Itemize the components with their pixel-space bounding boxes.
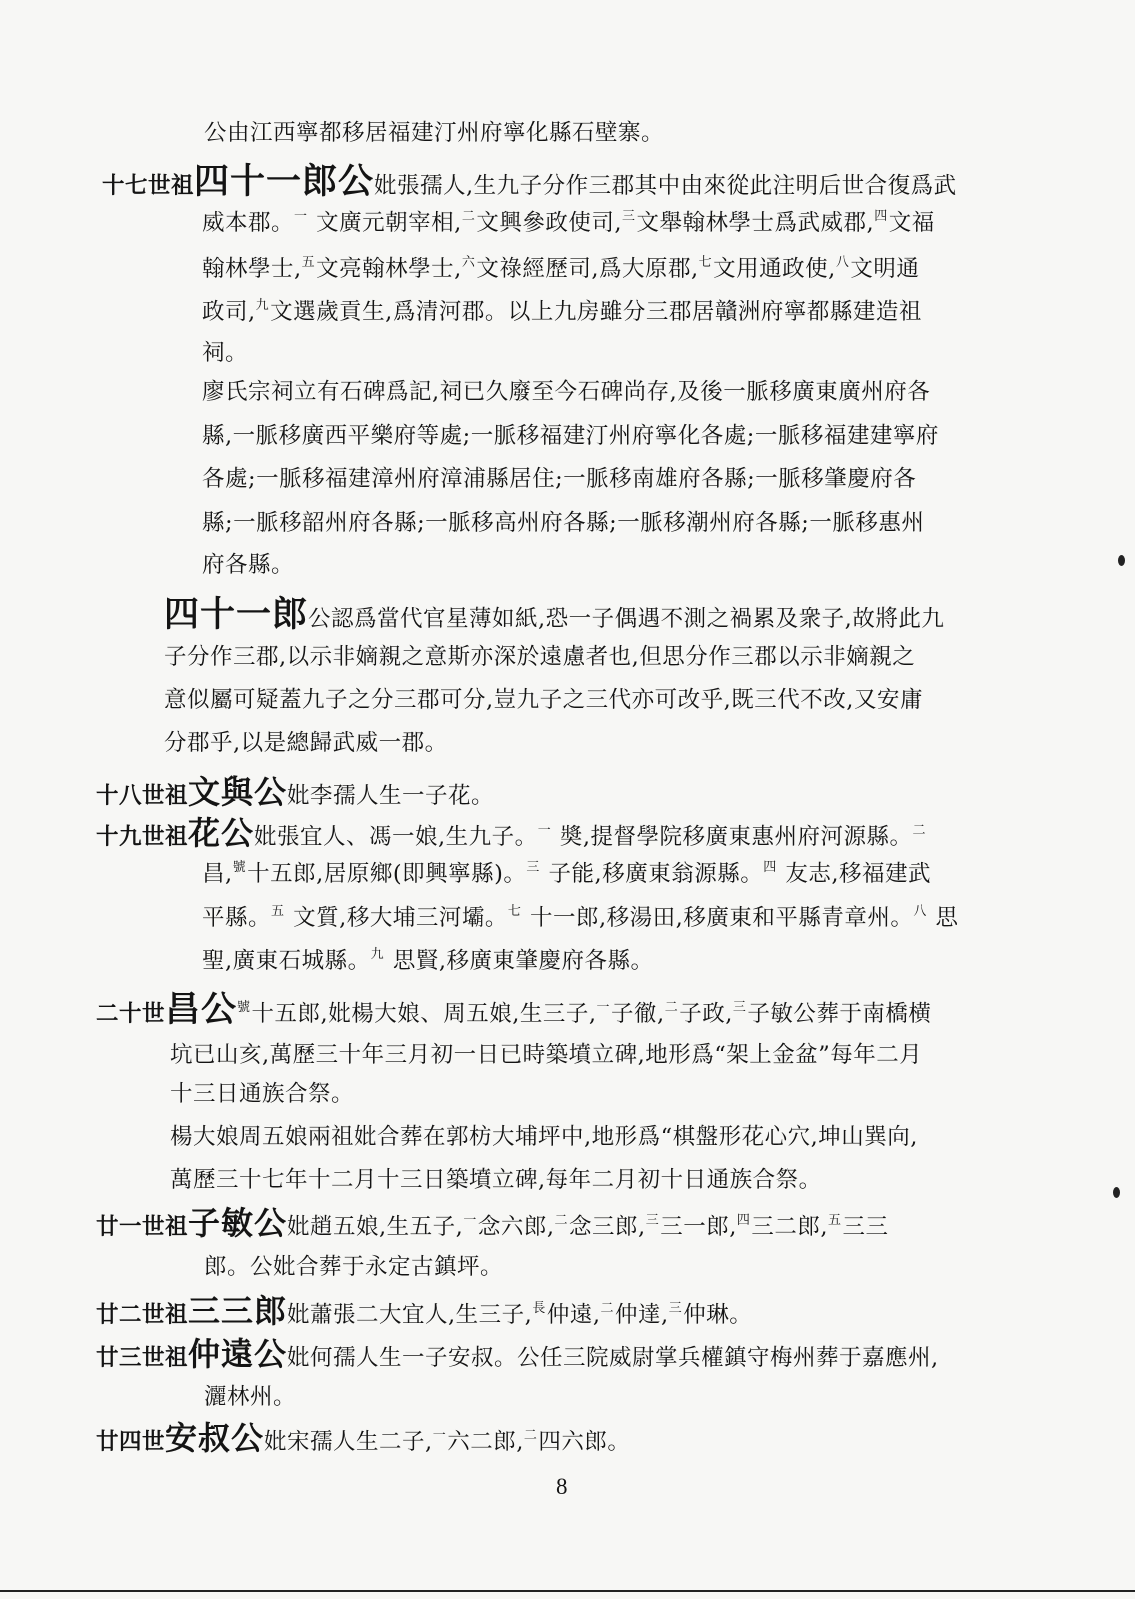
text-segment: 三一郎,: [660, 1214, 737, 1240]
text-line: [202, 256, 919, 281]
generation-label: 二十世: [96, 1001, 166, 1027]
text-line: [202, 948, 653, 973]
text-segment: 昌,: [202, 861, 233, 887]
ancestor-name: 文與公: [188, 773, 288, 811]
text-line: [164, 646, 915, 669]
text-line: [204, 122, 664, 145]
text-segment: 妣趙五娘,生五子,: [287, 1214, 464, 1240]
text-segment: 十五郎,妣楊大娘、周五娘,生三子,: [251, 1001, 597, 1027]
text-line: [202, 381, 930, 404]
ancestor-name: 四十一郎公: [194, 161, 375, 202]
text-segment: 分郡乎,以是總歸武威一郡。: [164, 730, 448, 756]
superscript-marker: 二: [461, 209, 476, 224]
generation-label: 廿一世祖: [96, 1214, 189, 1240]
text-segment: 公由江西寧都移居福建汀州府寧化縣石壁寨。: [204, 120, 665, 146]
text-line: [202, 299, 922, 324]
text-segment: 子能,移廣東翁源縣。: [540, 861, 764, 887]
superscript-marker: 五: [828, 1213, 842, 1228]
text-segment: 妣蕭張二大宜人,生三子,: [287, 1302, 533, 1328]
superscript-marker: 三: [645, 1213, 660, 1228]
generation-label: 廿二世祖: [96, 1302, 189, 1328]
text-segment: 平縣。: [202, 905, 272, 931]
text-segment: 三三: [842, 1214, 889, 1240]
superscript-marker: 八: [913, 904, 927, 919]
text-segment: 威本郡。: [202, 210, 295, 236]
superscript-marker: 號: [237, 1000, 251, 1015]
text-segment: 萬歷三十七年十二月十三日築墳立碑,每年二月初十日通族合祭。: [170, 1167, 822, 1193]
text-segment: 十五郎,居原鄉(即興寧縣)。: [247, 861, 527, 887]
superscript-marker: 長: [532, 1301, 546, 1316]
ancestor-name: 四十一郎: [164, 594, 309, 635]
text-line: [164, 732, 448, 755]
generation-label: 廿三世祖: [96, 1345, 189, 1371]
superscript-marker: 五: [301, 255, 316, 270]
text-segment: 十三日通族合祭。: [170, 1081, 355, 1107]
text-line: [202, 210, 935, 235]
text-segment: 念三郎,: [569, 1214, 646, 1240]
text-segment: 文廣元朝宰相,: [308, 210, 462, 236]
generation-label: 十九世祖: [96, 824, 189, 850]
superscript-marker: 二: [554, 1213, 569, 1228]
text-segment: 仲遠,: [546, 1302, 601, 1328]
text-line: [202, 342, 248, 365]
text-segment: 郎。公妣合葬于永定古鎮坪。: [204, 1254, 504, 1280]
superscript-marker: 三: [526, 860, 540, 875]
text-segment: 妣張孺人,生九子分作三郡其中由來從此注明后世合復爲武: [374, 173, 957, 199]
text-segment: 子徹,: [611, 1001, 665, 1027]
text-line: [96, 1419, 631, 1457]
text-segment: 思賢,移廣東肇慶府各縣。: [385, 948, 654, 974]
text-line: [164, 594, 945, 635]
superscript-marker: 四: [874, 209, 888, 224]
text-line: [102, 161, 957, 202]
text-segment: 妣張宜人、馮一娘,生九子。: [254, 824, 538, 850]
text-line: [170, 1044, 922, 1067]
superscript-marker: 七: [507, 904, 522, 919]
text-line: [164, 689, 923, 712]
superscript-marker: 一: [596, 1000, 611, 1015]
text-segment: 翰林學士,: [202, 256, 302, 282]
generation-label: 十八世祖: [96, 783, 189, 809]
text-segment: 坑已山亥,萬歷三十年三月初一日已時築墳立碑,地形爲“架上金盆”每年二月: [170, 1042, 923, 1068]
text-segment: 聖,廣東石城縣。: [202, 948, 371, 974]
text-segment: 六二郎,: [447, 1429, 524, 1455]
text-line: [96, 773, 495, 811]
text-segment: 仲達,: [615, 1302, 669, 1328]
text-segment: 文祿經歷司,爲大原郡,: [476, 256, 699, 282]
superscript-marker: 六: [461, 255, 476, 270]
text-segment: 廖氏宗祠立有石碑爲記,祠已久廢至今石碑尚存,及後一脈移廣東廣州府各: [202, 379, 931, 405]
superscript-marker: 二: [600, 1301, 615, 1316]
scan-speck: [1118, 555, 1125, 566]
ancestor-name: 仲遠公: [188, 1335, 288, 1373]
text-segment: 政司,: [202, 299, 256, 325]
text-segment: 公認爲當代官星薄如紙,恐一子偶遇不測之禍累及衆子,故將此九: [308, 606, 945, 632]
ancestor-name: 昌公: [165, 989, 238, 1030]
text-segment: 祠。: [202, 340, 249, 366]
superscript-marker: 四: [763, 860, 777, 875]
ancestor-name: 花公: [188, 814, 255, 852]
superscript-marker: 五: [271, 904, 285, 919]
generation-label: 廿四世: [96, 1429, 166, 1455]
text-line: [96, 814, 927, 852]
text-segment: 友志,移福建武: [777, 861, 932, 887]
ancestor-name: 安叔公: [165, 1419, 265, 1457]
page-number: 8: [556, 1474, 568, 1499]
generation-label: 十七世祖: [102, 173, 195, 199]
text-segment: 文明通: [850, 256, 920, 282]
text-segment: 妣何孺人生一子安叔。公任三院威尉掌兵權鎮守梅州葬于嘉應州,: [287, 1345, 939, 1371]
text-segment: 府各縣。: [202, 552, 295, 578]
text-segment: 意似屬可疑蓋九子之分三郡可分,豈九子之三代亦可改乎,既三代不改,又安庸: [164, 687, 923, 713]
text-line: [96, 1335, 939, 1373]
text-segment: 文舉翰林學士爲武威郡,: [636, 210, 875, 236]
text-line: [202, 425, 939, 448]
text-segment: 文用通政使,: [713, 256, 836, 282]
text-segment: 子敏公葬于南橋横: [747, 1001, 932, 1027]
text-segment: 縣,一脈移廣西平樂府等處;一脈移福建汀州府寧化各處;一脈移福建建寧府: [202, 423, 939, 449]
text-segment: 縣;一脈移韶州府各縣;一脈移高州府各縣;一脈移潮州府各縣;一脈移惠州: [202, 510, 925, 536]
text-segment: 灑林州。: [204, 1384, 297, 1410]
text-segment: 四六郎。: [538, 1429, 631, 1455]
text-segment: 子分作三郡,以示非嫡親之意斯亦深於遠慮者也,但思分作三郡以示非嫡親之: [164, 644, 916, 670]
superscript-marker: 九: [255, 298, 270, 313]
superscript-marker: 二: [664, 1000, 679, 1015]
ancestor-name: 子敏公: [188, 1204, 288, 1242]
superscript-marker: 四: [736, 1213, 751, 1228]
ancestor-name: 三三郎: [188, 1292, 288, 1330]
text-line: [202, 905, 959, 930]
text-line: [204, 1386, 296, 1409]
text-line: [170, 1083, 354, 1106]
text-line: [202, 468, 916, 491]
text-line: [96, 1204, 889, 1242]
text-line: [170, 1126, 918, 1149]
text-line: [96, 1292, 753, 1330]
text-line: [96, 989, 932, 1030]
text-segment: 奬,提督學院移廣東惠州府河源縣。: [552, 824, 913, 850]
superscript-marker: 八: [835, 255, 850, 270]
superscript-marker: 三: [668, 1301, 683, 1316]
scan-speck: [1113, 1187, 1120, 1198]
superscript-marker: 一: [294, 209, 308, 224]
text-segment: 妣李孺人生一子花。: [287, 783, 495, 809]
superscript-marker: 九: [370, 947, 385, 962]
superscript-marker: 七: [698, 255, 713, 270]
text-segment: 仲琳。: [683, 1302, 753, 1328]
text-line: [202, 861, 931, 886]
superscript-marker: 三: [732, 1000, 747, 1015]
text-segment: 文選歲貢生,爲清河郡。以上九房雖分三郡居贛洲府寧都縣建造祖: [270, 299, 922, 325]
superscript-marker: 號: [232, 860, 247, 875]
superscript-marker: 一: [537, 823, 552, 838]
text-segment: 各處;一脈移福建漳州府漳浦縣居住;一脈移南雄府各縣;一脈移肇慶府各: [202, 466, 917, 492]
superscript-marker: 二: [523, 1428, 538, 1443]
text-line: [170, 1169, 822, 1192]
text-segment: 文興參政使司,: [476, 210, 623, 236]
text-segment: 文亮翰林學士,: [316, 256, 462, 282]
text-segment: 文福: [888, 210, 935, 236]
text-segment: 三二郎,: [751, 1214, 829, 1240]
text-segment: 十一郎,移湯田,移廣東和平縣青章州。: [522, 905, 914, 931]
text-line: [202, 512, 924, 535]
text-segment: 文質,移大埔三河壩。: [285, 905, 508, 931]
text-segment: 念六郎,: [477, 1214, 555, 1240]
scan-edge: [0, 1590, 1135, 1592]
text-segment: 楊大娘周五娘兩祖妣合葬在郭枋大埔坪中,地形爲“棋盤形花心穴,坤山巽向,: [170, 1124, 918, 1150]
text-line: [202, 554, 294, 577]
text-segment: 妣宋孺人生二子,: [264, 1429, 433, 1455]
text-line: [204, 1256, 503, 1279]
superscript-marker: 一: [432, 1428, 447, 1443]
text-segment: 子政,: [679, 1001, 733, 1027]
superscript-marker: 三: [622, 209, 636, 224]
superscript-marker: 一: [463, 1213, 477, 1228]
superscript-marker: 二: [912, 823, 927, 838]
text-segment: 思: [927, 905, 959, 931]
